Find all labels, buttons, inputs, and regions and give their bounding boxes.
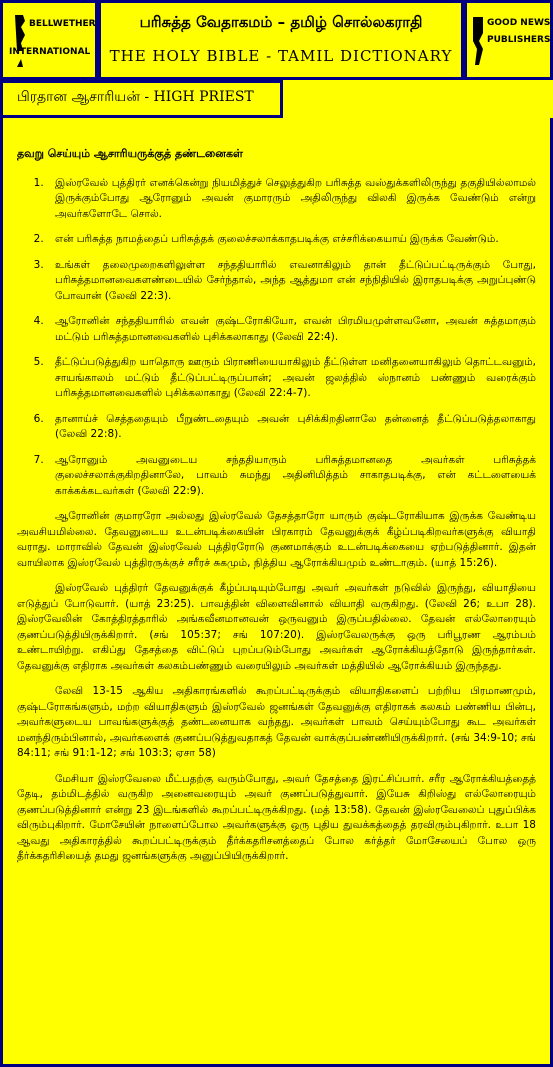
paragraph: இஸ்ரவேல் புத்திரர் தேவனுக்குக் கீழ்ப்படியும்போது அவர் அவர்கள் நடுவில் இருந்து, வியாதியை எடுத்துப் போடுவார். (யாத் 23:25). பாவத்தின் விளைவினால் வியாதி வருகிறது. (லேவி 26; உபா 28). இஸ்ரவேலின் கோத்திரத்தாரில் அங்கவீனமானவன் ஒருவனும் இருப்பதில்லை. தேவன் எல்லோரையும் குணப்படுத்தியிருக்கிறார். (சங் 105:37; சங் 107:20). இஸ்ரவேலருக்கு ஒரு பரிபூரண ஆரம்பம் உண்டாயிற்று. எகிப்து தேசத்தை விட்டுப் புறப்படும்போது அவர்கள் ஆரோக்கியத்தோடு இருந்தார்கள். தேவனுக்கு எதிராக அவர்கள் கலகம்பண்ணும் வரையிலும் அவர்கள் மத்தியில் ஆரோக்கியம் இருந்தது. bbox=[17, 582, 536, 672]
list-item: 5. தீட்டுப்படுத்துகிற யாதொரு ஊரும் பிராணியையாகிலும் தீட்டுள்ள மனிதனையாகிலும் தொட்டவனும், சாயங்காலம் மட்டும் தீட்டுப்பட்டிருப்பான்; அவன் ஜலத்தில் ஸ்நானம் பண்ணும் வரைக்கும் பரிசுத்தமானவைகளில் புசிக்கலாகாது (லேவி 22:4-7). bbox=[47, 355, 536, 402]
list-item: 2. என் பரிசுத்த நாமத்தைப் பரிசுத்தக் குலைச்சலாக்காதபடிக்கு எச்சரிக்கையாய் இருக்க வேண்டும். bbox=[47, 232, 536, 248]
paragraph: லேவி 13-15 ஆகிய அதிகாரங்களில் கூறப்பட்டிருக்கும் வியாதிகளைப் பற்றிய பிரமாணமும், குஷ்டரோகங்களும், மற்ற வியாதிகளும் இஸ்ரவேல் ஜனங்கள் தேவனுக்கு எதிராகக் கலகம் பண்ணிய பின்பு, அவர்களுடைய பாவங்களுக்குத் தண்டனையாக வந்தது. அவர்கள் பாவம் செய்யும்போது கூட அவர்கள் மனந்திரும்பினால், அவர்களைக் குணப்படுத்துவதாகத் தேவன் வாக்குப்பண்ணியிருக்கிறார். (சங் 34:9-10; சங் 84:11; சங் 91:1-12; சங் 103:3; ஏசா 58) bbox=[17, 685, 536, 759]
good-news-logo-icon bbox=[471, 13, 487, 69]
list-item: 3. உங்கள் தலைமுறைகளிலுள்ள சந்ததியாரில் எவனாகிலும் தான் தீட்டுப்பட்டிருக்கும் போது, பரிசுத்தமானவைகளண்டையில் சேர்ந்தால், அந்த ஆத்துமா என் சந்நிதியில் இராதபடிக்கு அறுப்புண்டு போவான் (லேவி 22:3). bbox=[47, 258, 536, 305]
list-item: 6. தானாய்ச் செத்ததையும் பீறுண்டதையும் அவன் புசிக்கிறதினாலே தன்னைத் தீட்டுப்படுத்தலாகாது (லேவி 22:8). bbox=[47, 412, 536, 443]
bellwether-logo-box bbox=[0, 0, 98, 80]
list-item: 4. ஆரோனின் சந்ததியாரில் எவன் குஷ்டரோகியோ, எவன் பிரமியமுள்ளவனோ, அவன் சுத்தமாகும் மட்டும் பரிசுத்தமானவைகளில் புசிக்கலாகாது (லேவி 22:4). bbox=[47, 314, 536, 345]
list-item: 7. ஆரோனும் அவனுடைய சந்ததியாரும் பரிசுத்தமானதை அவர்கள் பரிசுத்தக் குலைச்சலாக்குகிறதினாலே, பாவம் சுமந்து அதினிமித்தம் சாகாதபடிக்கு, என் கட்டளையைக் காக்கக்கடவர்கள் (லேவி 22:9). bbox=[47, 453, 536, 500]
content-heading: தவறு செய்யும் ஆசாரியருக்குத் தண்டனைகள் bbox=[17, 147, 243, 160]
main-content bbox=[3, 118, 550, 1064]
title-english: THE HOLY BIBLE - TAMIL DICTIONARY bbox=[109, 47, 453, 65]
bellwether-logo-line1: BELLWETHER bbox=[29, 19, 96, 29]
paragraph: ஆரோனின் குமாரரோ அல்லது இஸ்ரவேல் தேசத்தாரோ யாரும் குஷ்டரோகியாக இருக்க வேண்டிய அவசியமில்லை. தேவனுடைய உடன்படிக்கையின் பிரகாரம் தேவனுக்குக் கீழ்ப்படிகிறவர்களுக்கு வியாதி வராது. மாராவில் தேவன் இஸ்ரவேல் புத்திரரோடு குணமாக்கும் உடன்படிக்கையை ஏற்படுத்தினார். இதன் வாயிலாக இஸ்ரவேல் புத்திரருக்குச் சரீரச் சுகமும், நித்திய ஆரோக்கியமும் உண்டாகும். (யாத் 15:26). bbox=[17, 510, 536, 569]
list-item: 1. இஸ்ரவேல் புத்திரர் எனக்கென்று நியமித்துச் செலுத்துகிற பரிசுத்த வஸ்துக்களிலிருந்து தகுதியில்லாமல் இருக்கும்போது ஆரோனும் அவன் குமாரரும் அதிலிருந்து விலகி இருக்க வேண்டும் என்று அவர்களோடே சொல். bbox=[47, 176, 536, 223]
paragraph: மேசியா இஸ்ரவேலை மீட்பதற்கு வரும்போது, அவர் தேசத்தை இரட்சிப்பார். சரீர ஆரோக்கியத்தைத் தேடி, தம்மிடத்தில் வருகிற அனைவரையும் அவர் குணப்படுத்துவார். இயேசு கிறிஸ்து எல்லோரையும் குணப்படுத்தினார் என்று 23 இடங்களில் கூறப்பட்டிருக்கிறது. (மத் 13:58). தேவன் இஸ்ரவேலைப் புதுப்பிக்க விரும்புகிறார். மோசேயின் நாளைப்போல அவர்களுக்கு ஒரு புதிய துவக்கத்தைத் தரவிரும்புகிறார். உபா 18 ஆவது அதிகாரத்தில் கூறப்பட்டிருக்கும் தீர்க்கதரிசனத்தைப் போல கர்த்தர் மோசேயைப் போல ஒரு தீர்க்கதரிசியைத் தமது ஜனங்களுக்கு அனுப்பியிருக்கிறார். bbox=[17, 772, 536, 862]
penalty-list bbox=[17, 176, 536, 500]
bellwether-logo-line2: INTERNATIONAL bbox=[9, 47, 91, 57]
good-news-logo-line2: PUBLISHERS bbox=[487, 35, 551, 45]
good-news-logo-line1: GOOD NEWS bbox=[487, 18, 551, 28]
title-tamil: பரிசுத்த வேதாகமம் – தமிழ் சொல்லகராதி bbox=[139, 13, 423, 31]
good-news-logo-box bbox=[464, 0, 553, 80]
section-label-box bbox=[0, 80, 283, 118]
section-label: பிரதான ஆசாரியன் - HIGH PRIEST bbox=[17, 89, 254, 105]
title-box bbox=[98, 0, 464, 80]
